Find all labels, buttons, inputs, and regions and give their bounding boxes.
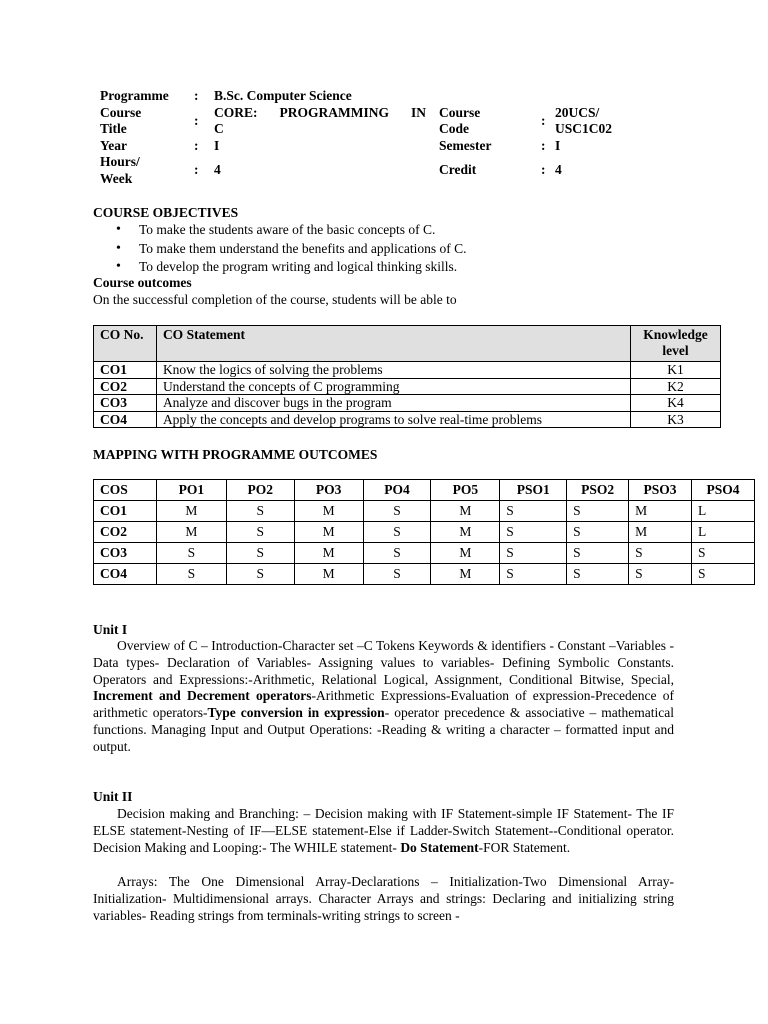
co-id: CO3	[94, 395, 157, 412]
mapping-cell: M	[431, 564, 500, 585]
colon: :	[541, 162, 546, 178]
pso1-header: PSO1	[500, 480, 567, 501]
po3-header: PO3	[294, 480, 363, 501]
co-row	[94, 395, 721, 412]
objective-item: • To make the students aware of the basic concepts of C.	[116, 221, 466, 240]
objective-item: • To develop the program writing and logical thinking skills.	[116, 258, 466, 277]
mapping-cell: M	[156, 501, 226, 522]
mapping-cell: S	[692, 543, 755, 564]
semester-value: I	[555, 137, 561, 153]
mapping-cell: S	[567, 501, 629, 522]
mapping-cell: S	[363, 564, 431, 585]
colon: :	[194, 88, 199, 103]
co-row	[94, 411, 721, 428]
mapping-cell: M	[629, 522, 692, 543]
colon: :	[194, 112, 199, 128]
mapping-cell: M	[294, 522, 363, 543]
credit-value: 4	[555, 162, 562, 178]
semester-label: Semester	[439, 137, 492, 153]
unit-1-heading: Unit I	[93, 622, 128, 637]
mapping-co-id: CO1	[94, 501, 157, 522]
mapping-co-id: CO4	[94, 564, 157, 585]
unit-1-body	[93, 638, 674, 756]
mapping-cell: S	[500, 543, 567, 564]
mapping-cell: S	[567, 564, 629, 585]
course-code-label-line1: Course	[439, 104, 481, 120]
co-id: CO1	[94, 362, 157, 379]
course-code-label-line2: Code	[439, 121, 469, 136]
unit-2-heading: Unit II	[93, 789, 133, 804]
mapping-table	[93, 479, 755, 585]
cos-header: COS	[94, 480, 157, 501]
colon: :	[194, 162, 199, 178]
co-table-header-row	[94, 326, 721, 362]
mapping-cell: M	[156, 522, 226, 543]
mapping-cell: M	[431, 522, 500, 543]
course-outcomes-heading: Course outcomes	[93, 275, 192, 290]
po4-header: PO4	[363, 480, 431, 501]
co-id: CO2	[94, 378, 157, 395]
programme-row	[100, 88, 640, 105]
course-outcomes-intro: On the successful completion of the course, students will be able to	[93, 292, 457, 307]
unit-1-text: -Arithmetic Expressions-Evaluation of expression-Precedence of arithmetic operators-	[93, 688, 674, 721]
colon: :	[194, 137, 199, 153]
co-statement-header: CO Statement	[156, 326, 630, 362]
hours-value: 4	[214, 162, 221, 178]
mapping-cell: S	[567, 522, 629, 543]
mapping-co-id: CO3	[94, 543, 157, 564]
course-code-value	[555, 105, 640, 138]
course-title-label	[100, 105, 194, 138]
mapping-cell: M	[629, 501, 692, 522]
colon: :	[541, 137, 546, 153]
course-code-label	[439, 105, 541, 138]
mapping-cell: S	[500, 564, 567, 585]
mapping-cell: S	[226, 564, 294, 585]
mapping-cell: S	[629, 543, 692, 564]
mapping-cell: S	[226, 522, 294, 543]
unit-2-bold-text: Do Statement	[400, 839, 479, 855]
co-id: CO4	[94, 411, 157, 428]
mapping-cell: L	[692, 501, 755, 522]
course-objectives-heading: COURSE OBJECTIVES	[93, 205, 239, 220]
course-code-value-line1: 20UCS/	[555, 104, 600, 120]
hours-label-line2: Week	[100, 170, 133, 186]
co-no-header: CO No.	[94, 326, 157, 362]
co-level: K1	[631, 362, 721, 379]
unit-1-bold-text: Increment and Decrement operators	[93, 688, 312, 704]
mapping-cell: M	[294, 543, 363, 564]
co-row	[94, 362, 721, 379]
objectives-list	[116, 221, 466, 277]
mapping-cell: S	[500, 501, 567, 522]
hours-row	[100, 154, 640, 187]
mapping-cell: S	[226, 543, 294, 564]
course-title-value-line1: CORE: PROGRAMMING IN	[214, 104, 426, 120]
mapping-cell: M	[431, 543, 500, 564]
unit-2-text: -FOR Statement.	[478, 839, 571, 855]
co-level: K4	[631, 395, 721, 412]
mapping-heading: MAPPING WITH PROGRAMME OUTCOMES	[93, 447, 378, 462]
colon: :	[541, 112, 546, 128]
mapping-row	[94, 564, 755, 585]
unit-1-bold-text: Type conversion in expression	[207, 705, 385, 721]
knowledge-level-header: Knowledge level	[631, 326, 721, 362]
co-level: K3	[631, 411, 721, 428]
co-statement: Analyze and discover bugs in the program	[156, 395, 630, 412]
co-level: K2	[631, 378, 721, 395]
mapping-cell: S	[156, 564, 226, 585]
objective-item: • To make them understand the benefits and applications of C.	[116, 240, 466, 259]
mapping-co-id: CO2	[94, 522, 157, 543]
mapping-cell: S	[226, 501, 294, 522]
mapping-cell: S	[692, 564, 755, 585]
programme-label: Programme	[100, 88, 169, 103]
course-title-label-line2: Title	[100, 121, 127, 136]
mapping-cell: S	[629, 564, 692, 585]
programme-value: B.Sc. Computer Science	[214, 88, 352, 103]
co-row	[94, 378, 721, 395]
mapping-cell: M	[294, 564, 363, 585]
unit-1-text: Overview of C – Introduction-Character set –C Tokens Keywords & identifiers - Constant –Variables - Data types- Declaration of Variables- Assigning values to variables- Defining Symbolic Constants. Operators and Expressions:-Arithmetic, Relational Logical, Assignment, Conditional Bitwise, Special,	[93, 638, 674, 687]
unit-2-text: Decision making and Branching: – Decision making with IF Statement-simple IF Statement- The IF ELSE statement-Nesting of IF—ELSE statement-Else if Ladder-Switch Statement--Conditional operator. Decision Making and Looping:- The WHILE statement-	[93, 806, 674, 855]
mapping-cell: S	[500, 522, 567, 543]
po2-header: PO2	[226, 480, 294, 501]
mapping-cell: S	[567, 543, 629, 564]
pso2-header: PSO2	[567, 480, 629, 501]
pso4-header: PSO4	[692, 480, 755, 501]
hours-label	[100, 154, 194, 187]
mapping-row	[94, 543, 755, 564]
course-code-value-line2: USC1C02	[555, 121, 613, 136]
co-statement: Understand the concepts of C programming	[156, 378, 630, 395]
mapping-cell: S	[363, 501, 431, 522]
co-statement: Apply the concepts and develop programs to solve real-time problems	[156, 411, 630, 428]
mapping-header-row	[94, 480, 755, 501]
course-title-label-line1: Course	[100, 104, 142, 120]
mapping-cell: L	[692, 522, 755, 543]
year-value: I	[214, 137, 220, 153]
credit-label: Credit	[439, 162, 477, 178]
unit-2-paragraph-1	[93, 806, 674, 856]
year-row	[100, 138, 640, 155]
unit-2-paragraph-2: Arrays: The One Dimensional Array-Declarations – Initialization-Two Dimensional Array-Initialization- Multidimensional arrays. Character Arrays and strings: Declaring and initializing string variables- Reading strings from terminals-writing strings to screen -	[93, 874, 674, 923]
course-row	[100, 105, 640, 138]
year-label: Year	[100, 137, 127, 153]
mapping-cell: M	[431, 501, 500, 522]
course-title-value	[214, 105, 426, 138]
co-statement: Know the logics of solving the problems	[156, 362, 630, 379]
course-title-value-line2: C	[214, 121, 224, 136]
pso3-header: PSO3	[629, 480, 692, 501]
mapping-cell: S	[363, 543, 431, 564]
unit-1-text: - operator precedence & associative – mathematical functions. Managing Input and Output Operations: -Reading & writing a character – formatted input and output.	[93, 705, 675, 754]
mapping-row	[94, 522, 755, 543]
hours-label-line1: Hours/	[100, 154, 140, 169]
po1-header: PO1	[156, 480, 226, 501]
mapping-cell: S	[363, 522, 431, 543]
po5-header: PO5	[431, 480, 500, 501]
course-outcomes-table	[93, 325, 721, 428]
course-info-table	[100, 88, 640, 187]
mapping-row	[94, 501, 755, 522]
mapping-cell: S	[156, 543, 226, 564]
mapping-cell: M	[294, 501, 363, 522]
